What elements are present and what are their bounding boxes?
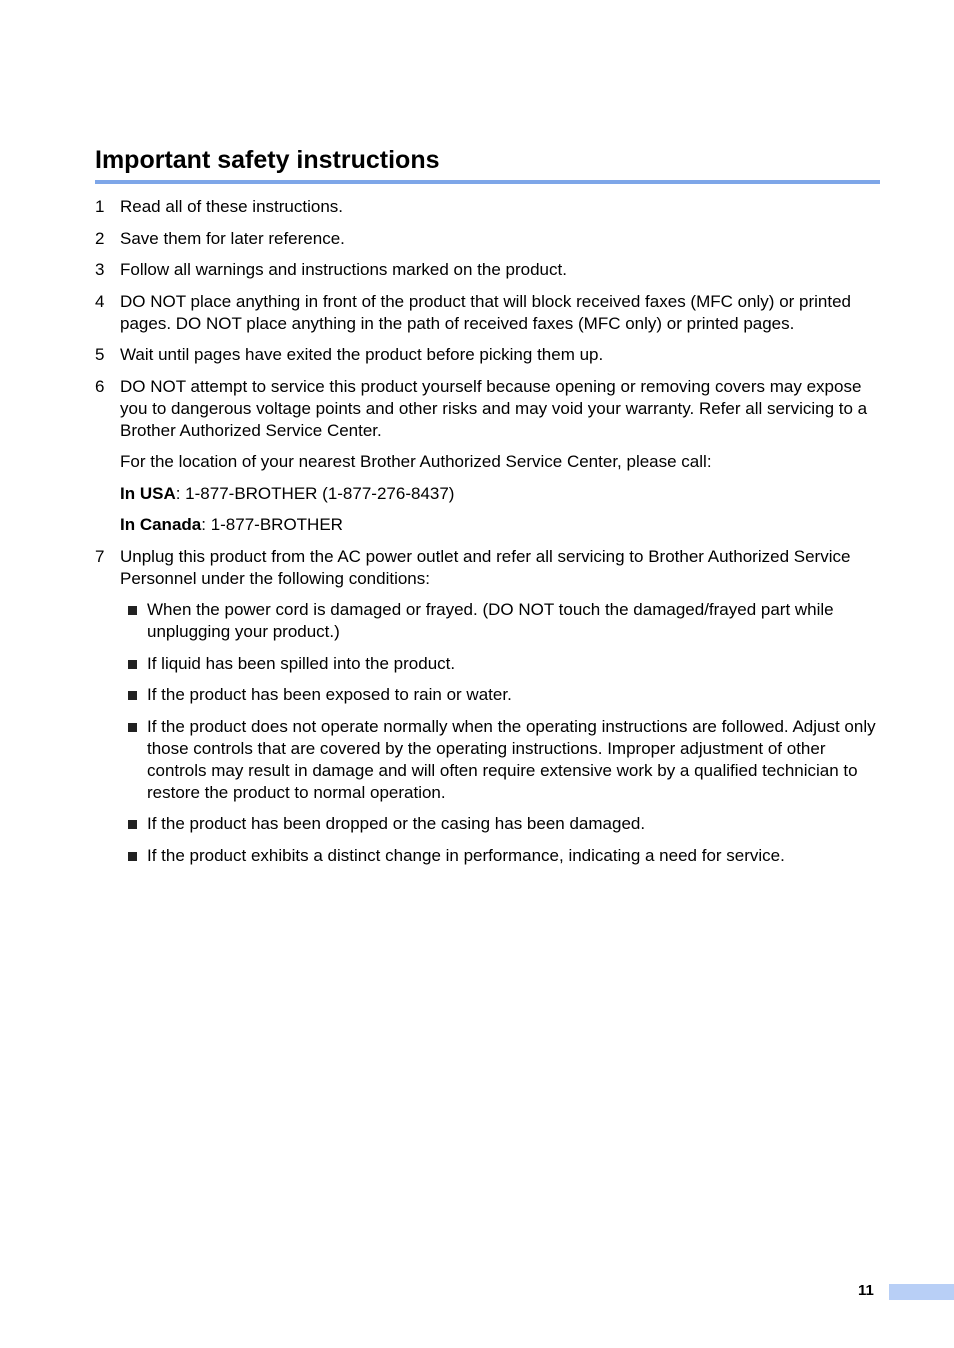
square-bullet-icon	[126, 599, 147, 643]
canada-phone: : 1-877-BROTHER	[201, 515, 343, 534]
conditions-list	[126, 599, 880, 867]
square-bullet-icon	[126, 716, 147, 804]
list-item	[95, 376, 880, 442]
square-bullet-icon	[126, 845, 147, 867]
page-title: Important safety instructions	[95, 146, 440, 174]
condition-item	[126, 599, 880, 643]
list-item	[95, 546, 880, 590]
list-item	[95, 344, 880, 366]
item-text: Unplug this product from the AC power outlet and refer all servicing to Brother Authorized Service Personnel under the following conditions:	[120, 546, 851, 588]
condition-item	[126, 845, 880, 867]
condition-item	[126, 684, 880, 706]
service-center-canada	[120, 514, 880, 536]
condition-text: If the product has been dropped or the casing has been damaged.	[147, 814, 646, 833]
square-bullet-icon	[126, 813, 147, 835]
item-number: 4	[95, 291, 105, 311]
condition-text: When the power cord is damaged or frayed. (DO NOT touch the damaged/frayed part while unplugging your product.)	[147, 600, 834, 641]
list-item	[95, 228, 880, 250]
item-text: DO NOT place anything in front of the product that will block received faxes (MFC only) or printed pages. DO NOT place anything in the path of received faxes (MFC only) or printed pages.	[120, 291, 852, 333]
square-bullet-icon	[126, 684, 147, 706]
condition-text: If the product does not operate normally when the operating instructions are followed. Adjust only those controls that are covered by the operating instructions. Improper adjustment of other controls may result in damage and will often require extensive work by a qualified technician to restore the product to normal operation.	[147, 716, 876, 802]
condition-text: If liquid has been spilled into the product.	[147, 653, 456, 673]
title-rule	[95, 180, 880, 184]
list-item	[95, 291, 880, 335]
service-center-intro: For the location of your nearest Brother Authorized Service Center, please call:	[120, 452, 712, 471]
item-number: 7	[95, 546, 105, 566]
square-bullet-icon	[126, 653, 147, 675]
item-text: Save them for later reference.	[120, 228, 345, 248]
item-text: Follow all warnings and instructions marked on the product.	[120, 260, 567, 279]
instructions-list	[95, 196, 880, 876]
service-center-usa	[120, 483, 880, 505]
item-number: 6	[95, 376, 105, 396]
condition-text: If the product exhibits a distinct change in performance, indicating a need for service.	[147, 845, 785, 865]
usa-phone: : 1-877-BROTHER (1-877-276-8437)	[175, 483, 455, 503]
condition-item	[126, 813, 880, 835]
condition-item	[126, 653, 880, 675]
list-item	[95, 196, 880, 218]
canada-label: In Canada	[120, 515, 202, 534]
item-number: 3	[95, 260, 105, 279]
item-text: Wait until pages have exited the product before picking them up.	[120, 345, 604, 364]
condition-item	[126, 716, 880, 804]
usa-label: In USA	[120, 483, 176, 503]
item-text: DO NOT attempt to service this product yourself because opening or removing covers may expose you to dangerous voltage points and other risks and may void your warranty. Refer all servicing to a Brother Authorized Service Center.	[120, 376, 868, 440]
condition-text: If the product has been exposed to rain or water.	[147, 685, 512, 704]
item-number: 2	[95, 228, 105, 248]
page-number: 11	[858, 1282, 874, 1299]
item-number: 5	[95, 345, 105, 364]
list-item	[95, 259, 880, 281]
item-number: 1	[95, 197, 105, 216]
page-tab	[889, 1284, 954, 1300]
item-text: Read all of these instructions.	[120, 197, 344, 216]
